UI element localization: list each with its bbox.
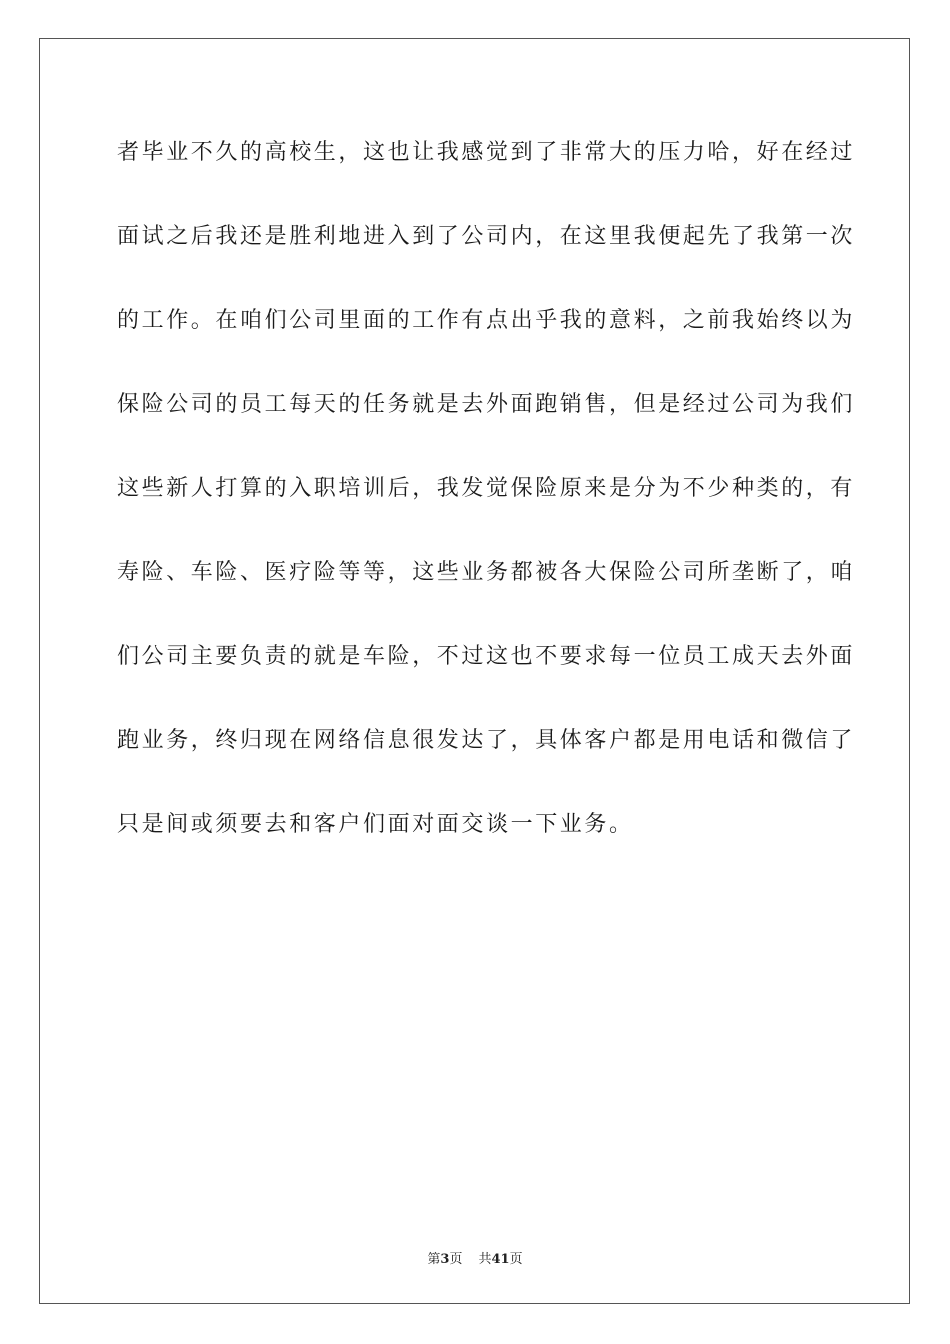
- total-prefix: 共: [478, 1252, 492, 1267]
- text-line-7: 们公司主要负责的就是车险，不过这也不要求每一位员工成天去外面: [117, 644, 856, 669]
- text-line-4: 保险公司的员工每天的任务就是去外面跑销售，但是经过公司为我们: [117, 392, 856, 417]
- text-line-6: 寿险、车险、医疗险等等，这些业务都被各大保险公司所垄断了，咱: [117, 560, 856, 585]
- text-line-1: 者毕业不久的高校生，这也让我感觉到了非常大的压力哈，好在经过: [117, 140, 856, 165]
- text-line-9: 只是间或须要去和客户们面对面交谈一下业务。: [117, 812, 634, 837]
- page-suffix: 页: [449, 1252, 463, 1267]
- document-body: [117, 125, 856, 881]
- page-prefix: 第: [427, 1252, 441, 1267]
- page-number: 3: [440, 1252, 450, 1267]
- total-suffix: 页: [509, 1252, 523, 1267]
- text-line-2: 面试之后我还是胜利地进入到了公司内，在这里我便起先了我第一次: [117, 224, 856, 249]
- text-line-3: 的工作。在咱们公司里面的工作有点出乎我的意料，之前我始终以为: [117, 308, 856, 333]
- total-pages: 41: [491, 1252, 510, 1267]
- text-line-8: 跑业务，终归现在网络信息很发达了，具体客户都是用电话和微信了: [117, 728, 856, 753]
- text-line-5: 这些新人打算的入职培训后，我发觉保险原来是分为不少种类的，有: [117, 476, 856, 501]
- page-footer: [0, 1248, 950, 1267]
